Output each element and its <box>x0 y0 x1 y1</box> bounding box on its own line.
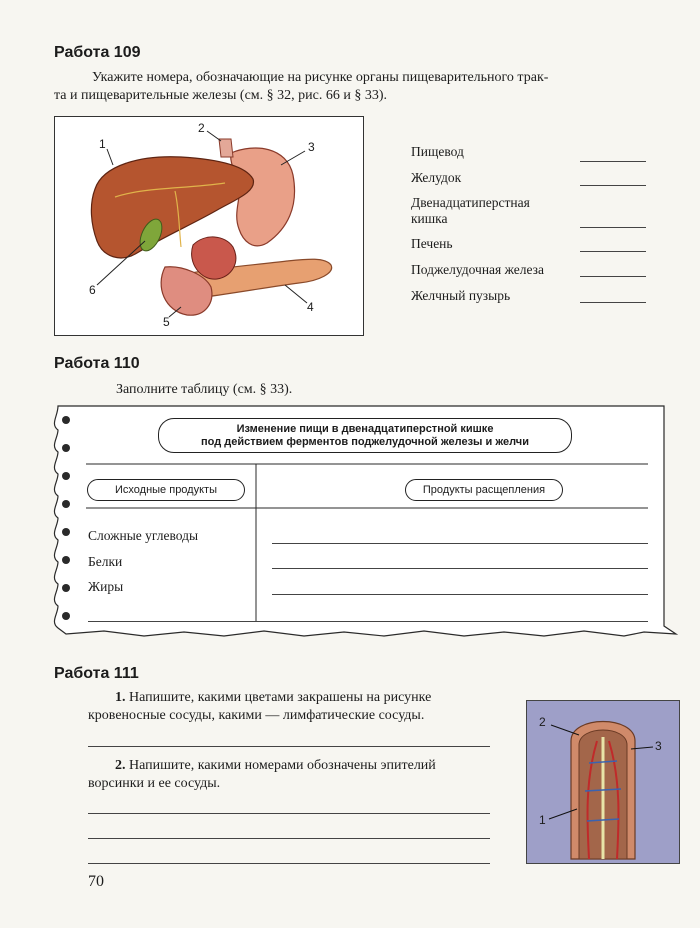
work110-title: Работа 110 <box>54 355 140 372</box>
row-label-fats: Жиры <box>88 579 124 594</box>
work109-task-line1: Укажите номера, обозначающие на рисунке органы пищеварительного трак- <box>92 70 549 85</box>
organ-label-duodenum: Двенадцатиперстная <box>411 195 530 210</box>
figure-number-4: 4 <box>307 300 314 314</box>
figure-number-1: 1 <box>99 137 106 151</box>
villus-number-2: 2 <box>539 715 546 729</box>
digestive-organs-figure <box>54 116 364 336</box>
question-2-line1: Напишите, какими номерами обозначены эпителий <box>129 758 436 773</box>
answer-blank-question-2a[interactable] <box>88 812 490 814</box>
esophagus-shape <box>219 139 233 157</box>
work109-title: Работа 109 <box>54 44 141 61</box>
organ-label-esophagus: Пищевод <box>411 144 464 159</box>
answer-blank-extra[interactable] <box>88 620 648 622</box>
villus-number-3: 3 <box>655 739 662 753</box>
question-1-line1: Напишите, какими цветами закрашены на рисунке <box>129 690 432 705</box>
answer-blank-complex-carbs[interactable] <box>272 542 648 544</box>
leader-line-4 <box>285 285 307 303</box>
answer-blank-pancreas[interactable] <box>580 275 646 277</box>
answer-blank-stomach[interactable] <box>580 184 646 186</box>
organ-label-gall-bladder: Желчный пузырь <box>411 288 511 303</box>
answer-blank-duodenum[interactable] <box>580 226 646 228</box>
work110-task: Заполните таблицу (см. § 33). <box>116 382 293 397</box>
leader-line-1 <box>107 149 113 165</box>
work109-task-line2: та и пищеварительные железы (см. § 32, рис. 66 и § 33). <box>54 88 388 103</box>
page-number: 70 <box>88 873 104 890</box>
answer-blank-fats[interactable] <box>272 593 648 595</box>
work111-title: Работа 111 <box>54 665 139 682</box>
question-2-line2: ворсинки и ее сосуды. <box>88 776 221 791</box>
row-label-proteins: Белки <box>88 554 123 569</box>
leader-line-v2 <box>551 725 579 735</box>
answer-blank-question-2c[interactable] <box>88 862 490 864</box>
answer-blank-question-2b[interactable] <box>88 837 490 839</box>
villus-number-1: 1 <box>539 813 546 827</box>
figure-number-3: 3 <box>308 140 315 154</box>
organ-label-liver: Печень <box>411 236 453 251</box>
table-title-line1: Изменение пищи в двенадцатиперстной кишке <box>236 423 494 435</box>
organ-label-duodenum-line2: кишка <box>411 211 448 226</box>
leader-line-2 <box>207 131 221 141</box>
villus-illustration <box>527 701 679 863</box>
answer-blank-question-1[interactable] <box>88 745 490 747</box>
question-2-number: 2. <box>115 758 126 773</box>
organ-label-pancreas: Поджелудочная железа <box>411 262 544 277</box>
answer-blank-esophagus[interactable] <box>580 160 646 162</box>
table-title-line2: под действием ферментов поджелудочной железы и желчи <box>201 436 529 448</box>
column-header-source-products: Исходные продукты <box>87 479 245 501</box>
question-1-line2: кровеносные сосуды, какими — лимфатические сосуды. <box>88 708 425 723</box>
answer-blank-liver[interactable] <box>580 250 646 252</box>
table-title <box>158 418 572 453</box>
work111-question-2 <box>88 757 508 793</box>
column-header-split-products: Продукты расщепления <box>405 479 563 501</box>
row-label-complex-carbs: Сложные углеводы <box>88 528 199 543</box>
figure-number-5: 5 <box>163 315 170 329</box>
answer-blank-gall-bladder[interactable] <box>580 301 646 303</box>
figure-number-2: 2 <box>198 121 205 135</box>
villus-figure <box>526 700 680 864</box>
organ-label-stomach: Желудок <box>411 170 462 185</box>
work109-task <box>54 69 654 105</box>
answer-blank-proteins[interactable] <box>272 567 648 569</box>
work111-question-1 <box>88 689 508 725</box>
figure-number-6: 6 <box>89 283 96 297</box>
question-1-number: 1. <box>115 690 126 705</box>
